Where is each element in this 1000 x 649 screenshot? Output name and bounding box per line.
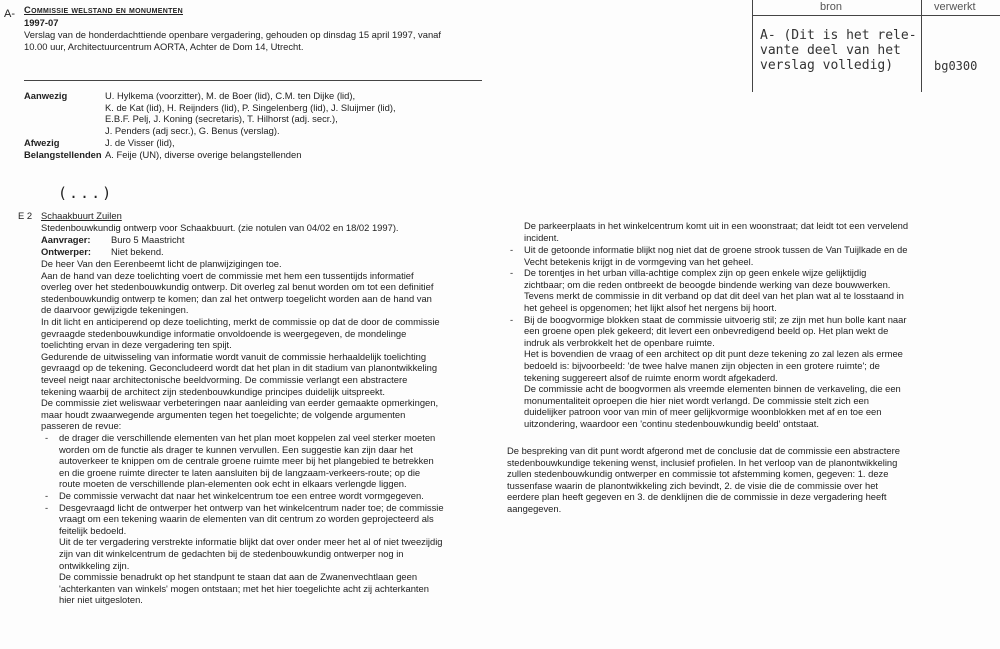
bullet-line: 'achterkanten van winkels' mogen ontstaan; met het hier toegelichte acht zij achterkanten (59, 582, 429, 594)
body-line: De commissie ziet weliswaar verbeteringen naar aanleiding van eerder gemaakte opmerkingen, (41, 397, 439, 409)
bullet-line: duidelijker patroon voor van min of meer gelijkvormige woonblokken met af en toe een (524, 406, 882, 418)
intro-line: 10.00 uur, Architectuurcentrum AORTA, Achter de Dom 14, Utrecht. (24, 40, 304, 52)
margin-marker: A- (4, 8, 15, 20)
source-note-line: verslag volledig) (760, 58, 894, 73)
col-bron-header: bron (820, 1, 843, 13)
bullet-item (45, 432, 499, 490)
aanwezig-list (105, 90, 396, 136)
bullet-line: Uit de ter vergadering verstrekte informatie blijkt dat over onder meer het al of niet tweezijdig (59, 536, 443, 548)
body-line: De bespreking van dit punt wordt afgerond met de conclusie dat de commissie een abstractere (507, 445, 900, 456)
bullet-line: Het is bovendien de vraag of een architect op dit punt deze tekening zo zal lezen als ermee (524, 348, 903, 360)
body-line: teveel neigt naar architectonische beeldvorming. De commissie verlangt een abstractere (41, 373, 408, 385)
bullet-line: Desgevraagd licht de ontwerper het ontwerp van het winkelcentrum nader toe; de commissie (59, 501, 444, 513)
bullet-line: Bij de boogvormige blokken staat de commissie uitvoerig stil; ze zijn met hun bolle kant naar (524, 313, 907, 325)
bullet-line: Tevens merkt de commissie in dit verband op dat dit deel van het plan wat al te losstaand in (524, 290, 904, 302)
body-line: maar houdt zwaarwegende argumenten tegen het toegelichte; de volgende argumenten (41, 408, 406, 420)
body-line: toelichting ervan in deze vergadering ten spijt. (41, 339, 232, 351)
bullet-dash: - (510, 313, 514, 325)
bullet-dash: - (45, 489, 49, 501)
body-line: tekening waarbij de architect zijn stedenbouwkundige principes duidelijk uitspreekt. (41, 385, 385, 397)
bullet-line: Vecht betekenis krijgt in de vormgeving van het geheel. (524, 255, 754, 267)
processed-code: bg0300 (934, 59, 978, 73)
bullet-line: worden om de functie als drager te kunnen vervullen. Een suggestie kan zijn daar het (59, 443, 413, 455)
left-bullets (45, 432, 499, 606)
bullet-line: zijn van dit winkelcentrum de gedachten bij de stedenbouwkundig ontwerper nog in (59, 547, 404, 559)
bullet-line: De torentjes in het urban villa-achtige complex zijn op geen enkele wijze gelijktijdig (524, 267, 867, 279)
source-box-left-border (752, 0, 753, 92)
conclusion (507, 445, 987, 515)
bullet-item (510, 267, 994, 313)
body-line: aangegeven. (507, 502, 562, 514)
source-note-line: A- (Dit is het rele- (760, 28, 917, 43)
ontwerper-label: Ontwerper: (41, 246, 92, 257)
body-line: stedenbouwkundige tekening wenst, inclusief profielen. In het verloop van de planontwikkeling (507, 456, 898, 468)
bullet-item (510, 313, 994, 430)
bullet-dash: - (45, 501, 49, 513)
bullet-line: en die groene ruimte directer te laten aansluiten bij de langzaam-verkeers-route; op die (59, 466, 421, 478)
belang-value: A. Feije (UN), diverse overige belangstellenden (105, 149, 302, 160)
aanwezig-line: E.B.F. Pelj, J. Koning (secretaris), T. Hilhorst (adj. secr.), (105, 113, 338, 125)
bullet-line: De commissie verwacht dat naar het winkelcentrum toe een entree wordt vormgegeven. (59, 489, 424, 501)
body-line: zullen stedenbouwkundig ontwerper en commissie tot afstemming komen, gegeven: 1. deze (507, 468, 889, 480)
aanwezig-line: J. Penders (adj secr.), G. Benus (verslag). (105, 124, 280, 136)
body-line: stedenbouwkundig ontwerp te komen; dan zal het ontwerp toegelicht worden aan de hand van (41, 292, 432, 304)
bullet-dash: - (510, 244, 514, 255)
bullet-line: bedoeld is: bijvoorbeeld: 'de twee halve manen zijn objecten in een grotere ruimte'; de (524, 359, 880, 371)
bullet-line: monumentaliteit oproepen die hier niet wordt verlangd. De commissie stelt zich een (524, 394, 869, 406)
body-line: tussenfase waarin de planontwikkeling zich bevindt, 2. de visie die de commissie over het (507, 479, 879, 491)
source-box-divider (921, 0, 922, 92)
bullet-line: De commissie acht de boogvormen als vreemde elementen binnen de verkaveling, die een (524, 383, 901, 395)
bullet-line: De commissie benadrukt op het standpunt te staan dat aan de Zwanenvechtlaan geen (59, 571, 418, 583)
aanvrager-value: Buro 5 Maastricht (111, 234, 185, 245)
bullet-line: feitelijk bedoeld. (59, 524, 127, 536)
bullet-line: ontwikkeling zijn. (59, 559, 130, 571)
body-line: gevraagd op de tekening. Geconcludeerd wordt dat het plan in dit stadium van planontwikkeling (41, 362, 438, 374)
bullet-line: tekening suggereert alsof de ruimte enorm wordt afgekaderd. (524, 371, 778, 383)
source-note (760, 28, 917, 73)
left-body (41, 258, 491, 432)
body-line: In dit licht en anticiperend op deze toelichting, merkt de commissie op dat de door de commissie (41, 315, 440, 327)
bullet-dash: - (45, 432, 49, 443)
body-line: De parkeerplaats in het winkelcentrum komt uit in een woonstraat; dat leidt tot een vervelend (524, 220, 909, 231)
col-verwerkt-header: verwerkt (934, 1, 976, 13)
afwezig-label: Afwezig (24, 137, 60, 148)
aanwezig-line: U. Hylkema (voorzitter), M. de Boer (lid), C.M. ten Dijke (lid), (105, 90, 356, 101)
right-intro (524, 220, 994, 243)
body-line: Aan de hand van deze toelichting voert de commissie met hem een tussentijds informatief (41, 269, 414, 281)
bullet-line: de drager die verschillende elementen van het plan moet koppelen zal veel sterker moeten (59, 432, 436, 443)
intro (24, 29, 441, 52)
bullet-line: het geheel is opgenomen; het lijkt alsof het nergens bij hoort. (524, 301, 777, 313)
aanvrager-label: Aanvrager: (41, 234, 91, 245)
body-line: gevraagde stedenbouwkundige informatie onvoldoende is weergegeven, de mondelinge (41, 327, 407, 339)
source-box-header-rule (752, 15, 1000, 16)
bullet-item (45, 501, 499, 606)
belang-label: Belangstellenden (24, 149, 102, 160)
item-subtitle: Stedenbouwkundig ontwerp voor Schaakbuurt. (zie notulen van 04/02 en 18/02 1997). (41, 222, 399, 233)
report-number: 1997-07 (24, 17, 59, 28)
bullet-line: vraagt om een tekening waarin de elementen van dit centrum zo worden geprojecteerd als (59, 513, 434, 525)
aanwezig-line: K. de Kat (lid), H. Reijnders (lid), P. Singelenberg (lid), J. Sluijmer (lid), (105, 101, 396, 113)
bullet-line: Uit de getoonde informatie blijkt nog niet dat de groene strook tussen de Van Tuijlkade en de (524, 244, 908, 255)
body-line: Gedurende de uitwisseling van informatie wordt vanuit de commissie herhaaldelijk toelichting (41, 350, 427, 362)
item-code: E 2 (18, 210, 33, 221)
header-rule (24, 80, 482, 81)
intro-line: Verslag van de honderdachttiende openbare vergadering, gehouden op dinsdag 15 april 1997, vanaf (24, 29, 441, 40)
body-line: de daarvoor gewijzigde tekeningen. (41, 304, 189, 316)
body-line: eerdere plan heeft gegeven en 3. de denklijnen die de commissie in deze vergadering heeft (507, 491, 887, 503)
body-line: incident. (524, 231, 559, 243)
bullet-line: een groene open plek gekeerd; dit levert een onbevredigend beeld op. Het plan wekt de (524, 325, 889, 337)
body-line: De heer Van den Eerenbeemt licht de planwijzigingen toe. (41, 258, 282, 269)
bullet-line: uitzondering, waardoor een 'continu stedenbouwkundig beeld' ontstaat. (524, 417, 819, 429)
source-note-line: vante deel van het (760, 43, 901, 58)
body-line: passeren de revue: (41, 420, 122, 432)
org-name: Commissie welstand en monumenten (24, 4, 183, 15)
bullet-line: route moeten de verschillende plan-elementen ook echt in elkaars verlengde liggen. (59, 478, 407, 490)
bullet-dash: - (510, 267, 514, 279)
omission-ellipsis: (...) (58, 184, 114, 202)
ontwerper-value: Niet bekend. (111, 246, 164, 257)
bullet-line: indruk als verbrokkelt het de openbare ruimte. (524, 336, 715, 348)
afwezig-value: J. de Visser (lid), (105, 137, 175, 148)
bullet-line: zichtbaar; om die reden ontbreekt de beoogde bindende werking van deze bouwwerken. (524, 278, 891, 290)
item-title: Schaakbuurt Zuilen (41, 210, 122, 221)
bullet-line: autoverkeer te knippen om de centrale groene ruimte meer bij het plangebied te betrekken (59, 455, 434, 467)
bullet-item (510, 244, 994, 267)
aanwezig-label: Aanwezig (24, 90, 68, 101)
bullet-line: hier niet uitgesloten. (59, 594, 143, 606)
body-line: overleg over het stedenbouwkundig ontwerp. Dit overleg zal benut worden om tot een definitief (41, 281, 434, 293)
right-bullets (510, 244, 994, 430)
bullet-item (45, 489, 499, 502)
